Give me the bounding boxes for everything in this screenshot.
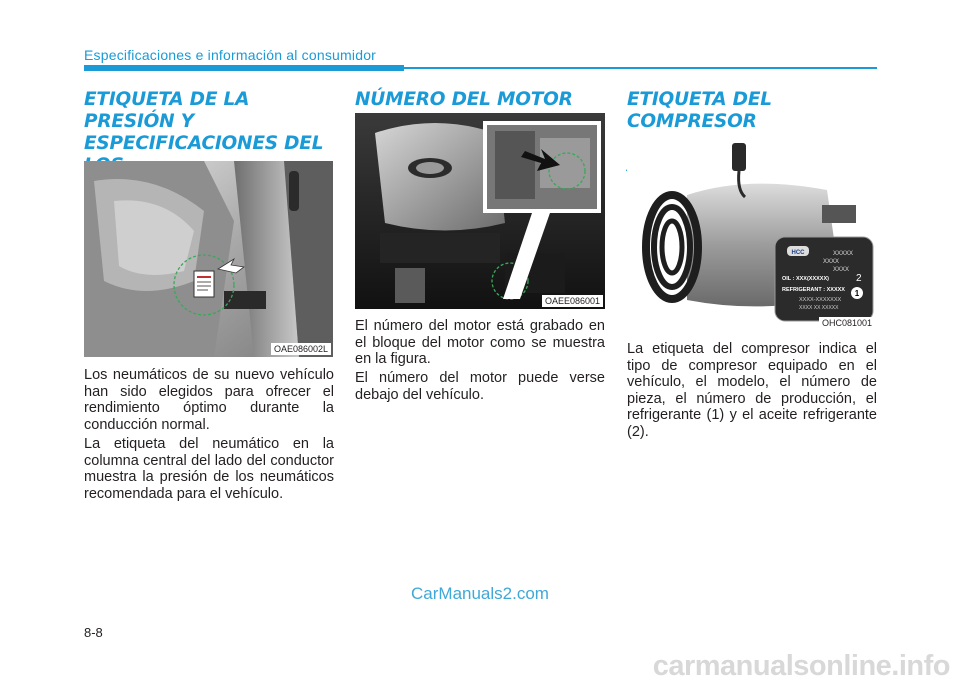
label-brand-text: HCC	[791, 250, 805, 256]
tire-label-figure	[84, 161, 333, 357]
watermark-carmanualsonline: carmanualsonline.info	[652, 650, 950, 682]
header-rule-thin	[404, 67, 877, 69]
door-pillar-illustration	[84, 161, 333, 357]
label-line-3: XXXX	[833, 267, 850, 273]
label-line-1: XXXXX	[833, 251, 854, 257]
section-header-title: Especificaciones e información al consumidor	[84, 47, 377, 63]
engine-paragraph-1: El número del motor está grabado en el bloque del motor como se muestra en la figura.	[355, 318, 605, 367]
figure-code-label: OAE086002L	[271, 343, 331, 355]
label-code-2: XXXX XX XXXXX	[799, 305, 839, 311]
engine-paragraph-2: El número del motor puede verse debajo del vehículo.	[355, 370, 605, 403]
figure-code-label: OAEE086001	[542, 295, 603, 307]
tire-label-heading: ETIQUETA DE LA PRESIÓN Y ESPECIFICACIONES DEL	[84, 89, 324, 154]
callout-1: 1	[854, 289, 860, 298]
callout-2: 2	[856, 273, 862, 284]
label-refrigerant-text: REFRIGERANT : XXXXX	[782, 287, 845, 293]
compressor-label-figure	[627, 135, 877, 331]
compressor-label-heading: ETIQUETA DEL COMPRESOR	[627, 89, 772, 132]
header-rule-thick	[84, 65, 404, 71]
page-number: 8-8	[84, 625, 103, 640]
label-code-1: XXXX-XXXXXXX	[799, 297, 842, 303]
compressor-paragraph-1: La etiqueta del compresor indica el tipo de compresor equipado en el vehículo, el modelo, el número de pieza, el número de producción, el refrigerante (1) y el aceite refrigerante (2).	[627, 341, 877, 440]
engine-number-heading: NÚMERO DEL MOTOR	[355, 89, 573, 110]
engine-number-figure	[355, 113, 605, 309]
watermark-carmanuals2[interactable]: CarManuals2.com	[411, 584, 549, 603]
figure-code-label: OHC081001	[819, 317, 875, 329]
ac-compressor-illustration	[627, 135, 877, 331]
tire-paragraph-1: Los neumáticos de su nuevo vehículo han sido elegidos para ofrecer el rendimiento óptimo durante la conducción normal.	[84, 367, 334, 433]
engine-bay-illustration	[355, 113, 605, 309]
label-oil-text: OIL : XXX(XXXXX)	[782, 276, 829, 282]
label-line-2: XXXX	[823, 259, 840, 265]
tire-paragraph-2: La etiqueta del neumático en la columna central del lado del conductor muestra la presión de los neumáticos recomendada para el vehículo.	[84, 436, 334, 502]
